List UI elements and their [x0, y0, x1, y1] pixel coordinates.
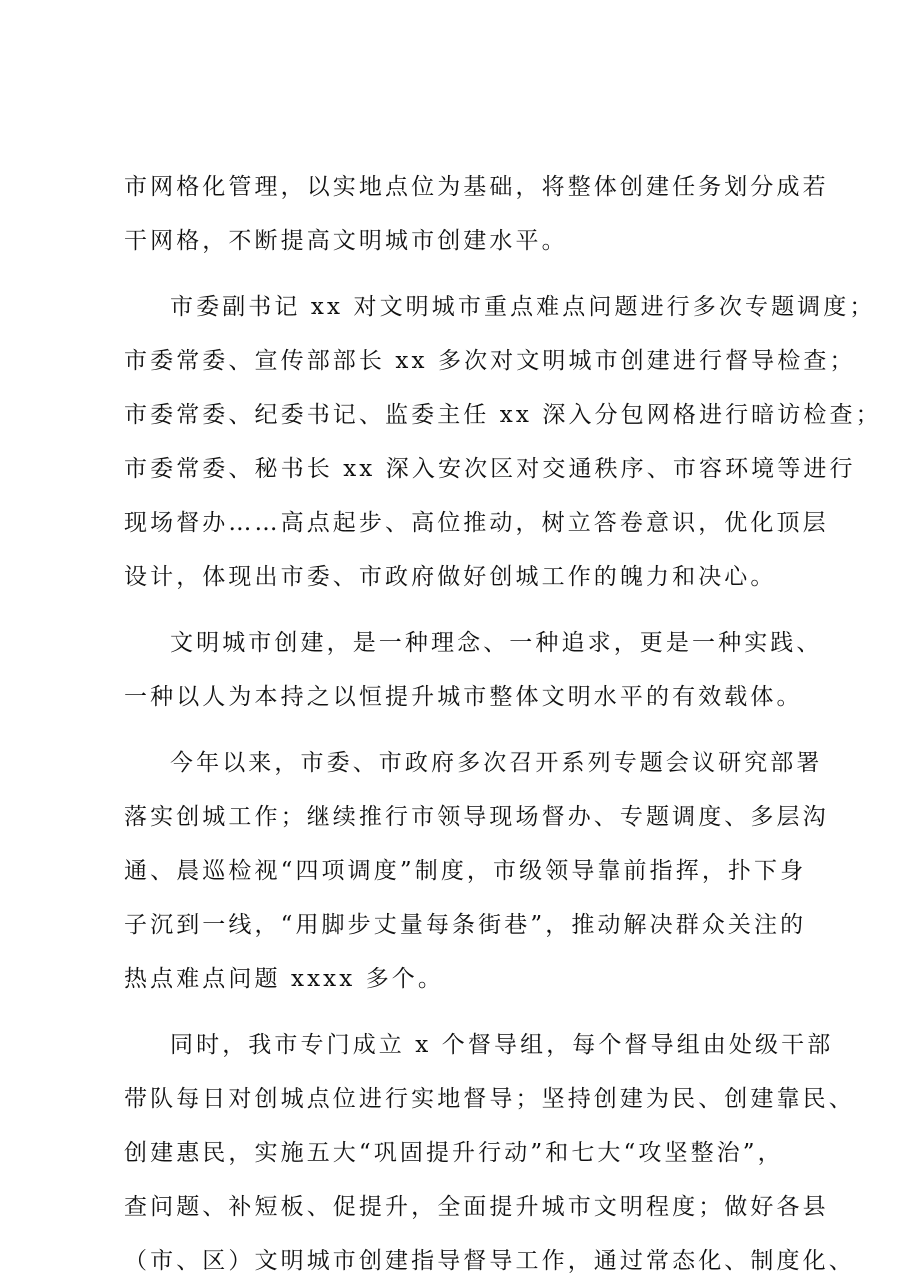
text-line: 干网格，不断提高文明城市创建水平。: [124, 228, 568, 254]
text-line: 同时，我市专门成立 x 个督导组，每个督导组由处级干部: [170, 1032, 834, 1058]
text-line: 市委常委、秘书长 xx 深入安次区对交通秩序、市容环境等进行: [124, 456, 856, 482]
paragraph-1: [124, 160, 829, 268]
text-line: 市委副书记 xx 对文明城市重点难点问题进行多次专题调度；: [170, 294, 876, 320]
text-line: 市委常委、宣传部部长 xx 多次对文明城市创建进行督导检查；: [124, 348, 856, 374]
paragraph-4: [124, 736, 829, 1006]
text-line: （市、区）文明城市创建指导督导工作，通过常态化、制度化、: [124, 1248, 855, 1274]
text-line: 文明城市创建，是一种理念、一种追求，更是一种实践、: [170, 630, 823, 656]
text-line: 热点难点问题 xxxx 多个。: [124, 966, 445, 992]
text-line: 一种以人为本持之以恒提升城市整体文明水平的有效载体。: [124, 684, 803, 710]
text-line: 市委常委、纪委书记、监委主任 xx 深入分包网格进行暗访检查；: [124, 402, 882, 428]
text-line: 查问题、补短板、促提升，全面提升城市文明程度；做好各县: [124, 1194, 829, 1220]
text-line: 创建惠民，实施五大“巩固提升行动”和七大“攻坚整治”，: [124, 1140, 784, 1166]
paragraph-3: [124, 616, 823, 724]
document-body: [124, 160, 882, 1288]
text-line: 现场督办……高点起步、高位推动，树立答卷意识，优化顶层: [124, 510, 829, 536]
text-line: 设计，体现出市委、市政府做好创城工作的魄力和决心。: [124, 564, 777, 590]
text-line: 落实创城工作；继续推行市领导现场督办、专题调度、多层沟: [124, 804, 829, 830]
text-line: 今年以来，市委、市政府多次召开系列专题会议研究部署: [170, 750, 823, 776]
text-line: 通、晨巡检视“四项调度”制度，市级领导靠前指挥，扑下身: [124, 858, 807, 884]
text-line: 子沉到一线，“用脚步丈量每条街巷”，推动解决群众关注的: [124, 912, 807, 938]
text-line: 带队每日对创城点位进行实地督导；坚持创建为民、创建靠民、: [124, 1086, 855, 1112]
paragraph-5: [124, 1018, 855, 1288]
text-line: 市网格化管理，以实地点位为基础，将整体创建任务划分成若: [124, 174, 829, 200]
paragraph-2: [124, 280, 882, 604]
